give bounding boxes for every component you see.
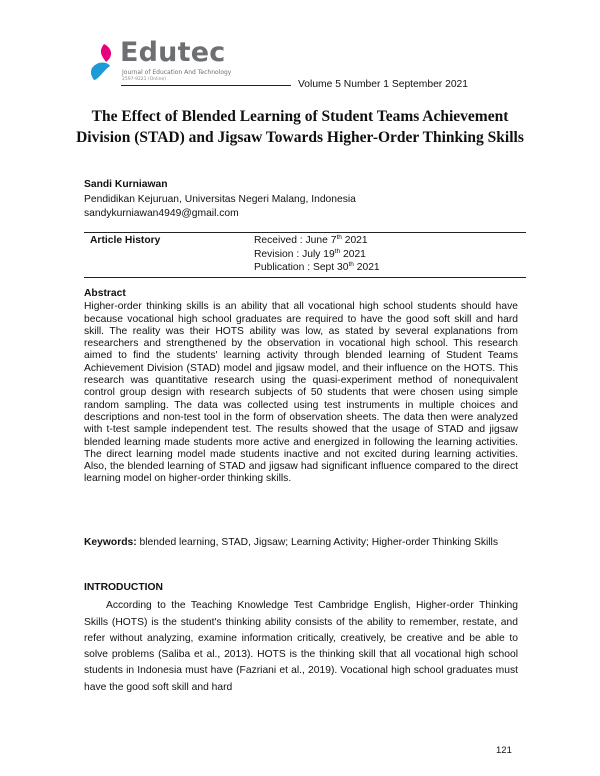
journal-name: Edutec xyxy=(120,37,226,68)
introduction-heading: INTRODUCTION xyxy=(84,582,163,593)
edutec-logo-icon xyxy=(90,42,118,82)
keywords-label: Keywords: xyxy=(84,537,137,548)
introduction-text: According to the Teaching Knowledge Test Cambridge English, Higher-order Thinking Skills (HOTS) is the student's thinking ability consists of the ability to remember, restate, and refer without analyzing, examine information critically, creatively, be creative and be able to solve problems (Saliba et al., 2013). HOTS is the thinking skill that all vocational high school students in Indonesia must have (Fazriani et al., 2019). Vocational high school graduates must have the good soft skill and hard xyxy=(84,600,518,693)
history-dates xyxy=(254,234,380,275)
article-title: The Effect of Blended Learning of Student Teams Achievement Division (STAD) and Jigsaw Towards Higher-Order Thinking Skills xyxy=(76,108,524,146)
page-number: 121 xyxy=(496,745,512,756)
received-date: Received : June 7th 2021 xyxy=(254,234,368,246)
keywords-text: blended learning, STAD, Jigsaw; Learning Activity; Higher-order Thinking Skills xyxy=(136,537,498,548)
revision-date: Revision : July 19th 2021 xyxy=(254,247,366,260)
author-email[interactable]: sandykurniawan4949@gmail.com xyxy=(84,208,239,219)
author-affiliation: Pendidikan Kejuruan, Universitas Negeri Malang, Indonesia xyxy=(84,193,356,205)
history-label: Article History xyxy=(90,235,161,246)
article-history xyxy=(84,232,526,278)
journal-issn: 2597-9221 (Online) xyxy=(122,77,166,82)
keywords xyxy=(84,536,518,549)
introduction-section xyxy=(84,580,518,696)
author-block xyxy=(84,178,524,222)
publication-date: Publication : Sept 30th 2021 xyxy=(254,261,380,273)
abstract-heading: Abstract xyxy=(84,288,126,299)
author-name: Sandi Kurniawan xyxy=(84,179,168,190)
header-rule xyxy=(121,85,291,86)
journal-subtitle: Journal of Education And Technology xyxy=(122,69,232,76)
volume-line: Volume 5 Number 1 September 2021 xyxy=(298,79,468,90)
abstract-section xyxy=(84,288,518,486)
abstract-text: Higher-order thinking skills is an ability that all vocational high school students should have because vocational high school graduates are required to have the good soft skill and hard skill. The reality was their HOTS ability was low, as stated by several explanations from researchers and strengthened by the observation in vocational high school. This research aimed to find the students' learning activity through blended learning of Student Teams Achievement Division (STAD) model and jigsaw model, and their influence on the HOTS. This research was quantitative research using the quasi-experiment method of nonequivalent control group design with research subjects of 50 students that were chosen using simple random sampling. The data was collected using test instruments in multiple choices and descriptions and non-test tool in the form of observation sheets. The data then were analyzed with t-test sample independent test. The results showed that the usage of STAD and jigsaw blended learning made students more active and energized in following the learning activities. The direct learning model made students inactive and not excited during learning activities. Also, the blended learning of STAD and jigsaw had significant influence compared to the direct learning model on higher-order thinking skills. xyxy=(84,301,518,485)
